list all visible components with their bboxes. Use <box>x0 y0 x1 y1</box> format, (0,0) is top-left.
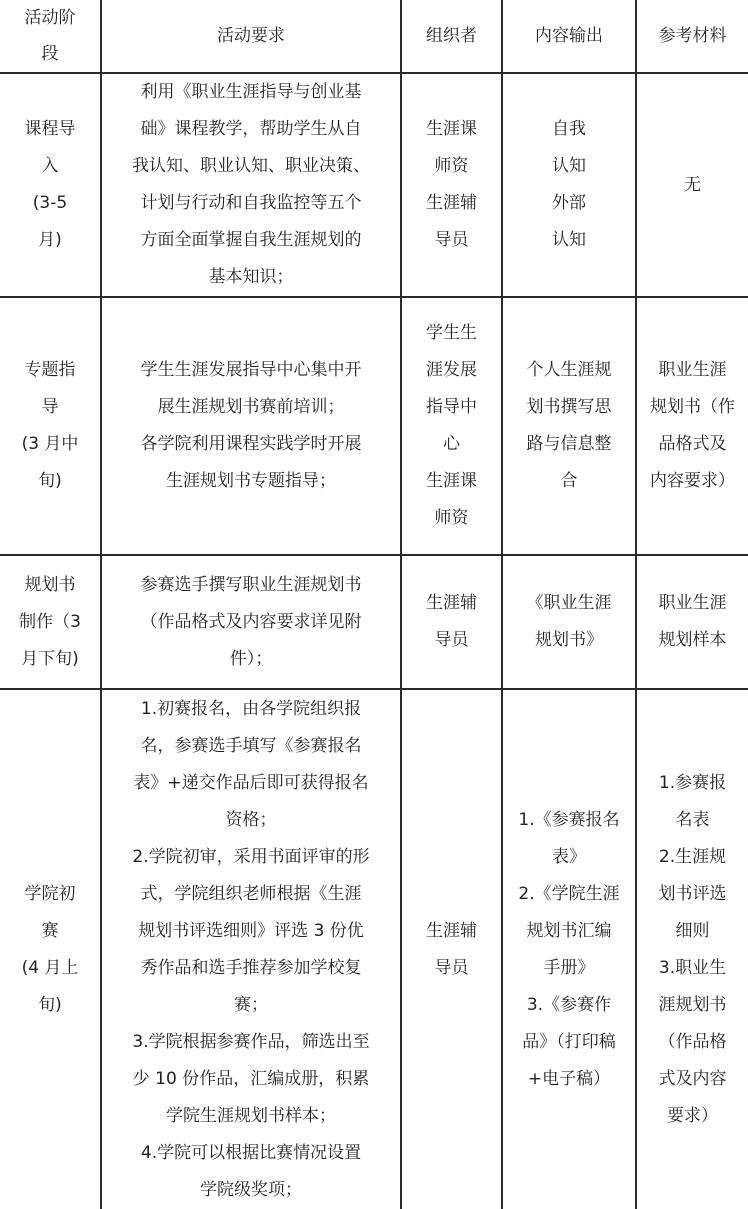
cell-line: 《职业生涯 <box>526 593 612 613</box>
table-row <box>0 73 748 297</box>
cell-line: 我认知、职业认知、职业决策、 <box>132 156 370 176</box>
cell-line: 各学院利用课程实践学时开展 <box>140 434 362 454</box>
cell-line: 学院生涯规划书样本； <box>166 1105 336 1126</box>
cell-line: 名表 <box>675 809 710 830</box>
cell-line: (3-5 <box>32 193 68 213</box>
row-organizer-cell <box>401 555 502 689</box>
header-row <box>0 0 748 73</box>
cell-line: 自我 <box>552 119 586 139</box>
row-stage-text <box>6 876 94 1024</box>
row-requirement-text <box>108 74 394 296</box>
table-row <box>0 555 748 689</box>
row-output-cell <box>502 689 636 1209</box>
cell-line: 3.《参赛作 <box>526 994 612 1015</box>
cell-line: 学生生涯发展指导中心集中开 <box>140 360 362 380</box>
cell-line: 导 <box>41 397 59 417</box>
cell-line: 学生生 <box>426 323 477 343</box>
cell-line: 1.《参赛报名 <box>518 809 620 830</box>
row-organizer-text <box>408 913 495 987</box>
cell-line: 认知 <box>552 156 586 176</box>
row-output-text <box>509 585 629 659</box>
cell-line: 3.学院根据参赛作品，筛选出至 <box>132 1031 370 1052</box>
cell-line: 月) <box>38 230 62 250</box>
row-output-text <box>509 802 629 1098</box>
row-stage-cell <box>0 297 101 555</box>
row-reference-cell <box>636 73 748 297</box>
cell-line: 表》+递交作品后即可获得报名 <box>133 772 369 793</box>
row-output-cell <box>502 297 636 555</box>
cell-line: 要求） <box>667 1105 718 1126</box>
cell-line: 资格； <box>225 809 277 830</box>
row-organizer-text <box>408 315 495 537</box>
cell-line: 段 <box>41 44 59 64</box>
header-output: 内容输出 <box>502 0 636 73</box>
cell-line: 品》（打印稿 <box>522 1031 616 1052</box>
cell-line: 涯发展 <box>426 360 477 380</box>
table-row <box>0 297 748 555</box>
row-stage-text <box>6 111 94 259</box>
header-reference: 参考材料 <box>636 0 748 73</box>
cell-line: 师资 <box>434 508 469 528</box>
row-output-cell <box>502 73 636 297</box>
cell-line: 参赛选手撰写职业生涯规划书 <box>140 574 362 595</box>
cell-line: 课程导 <box>24 119 76 139</box>
header-requirement: 活动要求 <box>101 0 401 73</box>
cell-line: 无 <box>684 174 701 195</box>
cell-line: 品格式及 <box>658 434 727 454</box>
cell-line: 专题指 <box>24 360 76 380</box>
cell-line: 生涯辅 <box>426 593 477 613</box>
cell-line: （作品格 <box>658 1031 727 1052</box>
row-organizer-cell <box>401 297 502 555</box>
cell-line: 手册》 <box>543 957 595 978</box>
table-row <box>0 689 748 1209</box>
cell-line: 2.学院初审，采用书面评审的形 <box>132 846 370 867</box>
cell-line: 划书撰写思 <box>526 397 612 417</box>
row-output-cell <box>502 555 636 689</box>
row-requirement-text <box>108 567 394 678</box>
cell-line: 认知 <box>552 230 586 250</box>
row-organizer-text <box>408 111 495 259</box>
row-requirement-cell <box>101 689 401 1209</box>
cell-line: 细则 <box>675 920 710 941</box>
cell-line: 秀作品和选手推荐参加学校复 <box>140 957 362 978</box>
cell-line: 赛； <box>234 994 268 1015</box>
cell-line: 式及内容 <box>658 1068 727 1089</box>
cell-line: 础》课程教学，帮助学生从自 <box>140 119 362 139</box>
cell-line: 涯规划书 <box>658 994 727 1015</box>
row-requirement-cell <box>101 555 401 689</box>
row-requirement-cell <box>101 297 401 555</box>
cell-line: 旬) <box>38 471 62 491</box>
cell-line: 规划书评选细则》评选 3 份优 <box>138 920 364 941</box>
cell-line: 师资 <box>434 156 469 176</box>
row-reference-cell <box>636 555 748 689</box>
cell-line: 职业生涯 <box>658 360 727 380</box>
cell-line: 规划书（作 <box>650 397 735 417</box>
cell-line: 制作（3 <box>19 611 81 632</box>
cell-line: 赛 <box>41 920 59 941</box>
cell-line: 生涯辅 <box>426 193 477 213</box>
cell-line: 学院初 <box>24 883 76 904</box>
cell-line: 路与信息整 <box>526 434 612 454</box>
row-stage-cell <box>0 73 101 297</box>
cell-line: （作品格式及内容要求详见附 <box>140 611 362 632</box>
cell-line: 1.初赛报名，由各学院组织报 <box>140 698 362 719</box>
cell-line: 1.参赛报 <box>658 772 727 793</box>
cell-line: 入 <box>41 156 59 176</box>
row-organizer-cell <box>401 73 502 297</box>
cell-line: 名，参赛选手填写《参赛报名 <box>140 735 362 756</box>
cell-line: 月下旬) <box>21 648 79 669</box>
cell-line: 导员 <box>434 630 469 650</box>
cell-line: 式，学院组织老师根据《生涯 <box>140 883 362 904</box>
cell-line: 利用《职业生涯指导与创业基 <box>140 82 362 102</box>
row-reference-cell <box>636 297 748 555</box>
cell-line: 2.生涯规 <box>658 846 727 867</box>
header-organizer: 组织者 <box>401 0 502 73</box>
row-organizer-text <box>408 585 495 659</box>
row-stage-cell <box>0 689 101 1209</box>
header-stage <box>0 0 101 73</box>
cell-line: 旬) <box>38 994 62 1015</box>
cell-line: 职业生涯 <box>658 593 727 613</box>
cell-line: 展生涯规划书赛前培训； <box>157 397 345 417</box>
row-output-text <box>509 352 629 500</box>
cell-line: 4.学院可以根据比赛情况设置 <box>140 1142 362 1163</box>
cell-line: 生涯课 <box>426 471 477 491</box>
row-reference-cell <box>636 689 748 1209</box>
cell-line: 生涯辅 <box>426 920 477 941</box>
cell-line: 个人生涯规 <box>526 360 612 380</box>
header-stage-lines <box>6 0 94 72</box>
cell-line: 基本知识； <box>208 267 294 287</box>
cell-line: 合 <box>560 471 578 491</box>
cell-line: 活动阶 <box>24 8 76 28</box>
cell-line: 心 <box>443 434 460 454</box>
cell-line: 3.职业生 <box>658 957 727 978</box>
cell-line: 规划书》 <box>535 630 603 650</box>
cell-line: 生涯课 <box>426 119 477 139</box>
row-stage-text <box>6 567 94 678</box>
cell-line: 指导中 <box>426 397 477 417</box>
row-output-text <box>509 111 629 259</box>
cell-line: 导员 <box>434 957 469 978</box>
cell-line: 少 10 份作品，汇编成册，积累 <box>132 1068 370 1089</box>
row-reference-text <box>643 352 742 500</box>
cell-line: (4 月上 <box>21 957 79 978</box>
cell-line: 外部 <box>552 193 586 213</box>
cell-line: 划书评选 <box>658 883 727 904</box>
cell-line: 生涯规划书专题指导； <box>166 471 336 491</box>
cell-line: (3 月中 <box>21 434 79 454</box>
row-reference-text <box>643 765 742 1135</box>
cell-line: 2.《学院生涯 <box>518 883 620 904</box>
cell-line: 计划与行动和自我监控等五个 <box>140 193 362 213</box>
row-stage-text <box>6 352 94 500</box>
row-requirement-cell <box>101 73 401 297</box>
cell-line: 件）； <box>229 648 273 669</box>
row-reference-text <box>643 167 742 204</box>
cell-line: 学院级奖项； <box>200 1179 302 1200</box>
cell-line: 规划书汇编 <box>526 920 612 941</box>
row-organizer-cell <box>401 689 502 1209</box>
cell-line: 表》 <box>552 846 586 867</box>
row-requirement-text <box>108 691 394 1209</box>
cell-line: 规划书 <box>24 574 76 595</box>
cell-line: +电子稿） <box>527 1068 611 1089</box>
row-reference-text <box>643 585 742 659</box>
row-stage-cell <box>0 555 101 689</box>
cell-line: 导员 <box>434 230 469 250</box>
cell-line: 规划样本 <box>658 630 727 650</box>
cell-line: 内容要求） <box>650 471 735 491</box>
row-requirement-text <box>108 352 394 500</box>
cell-line: 方面全面掌握自我生涯规划的 <box>140 230 362 250</box>
